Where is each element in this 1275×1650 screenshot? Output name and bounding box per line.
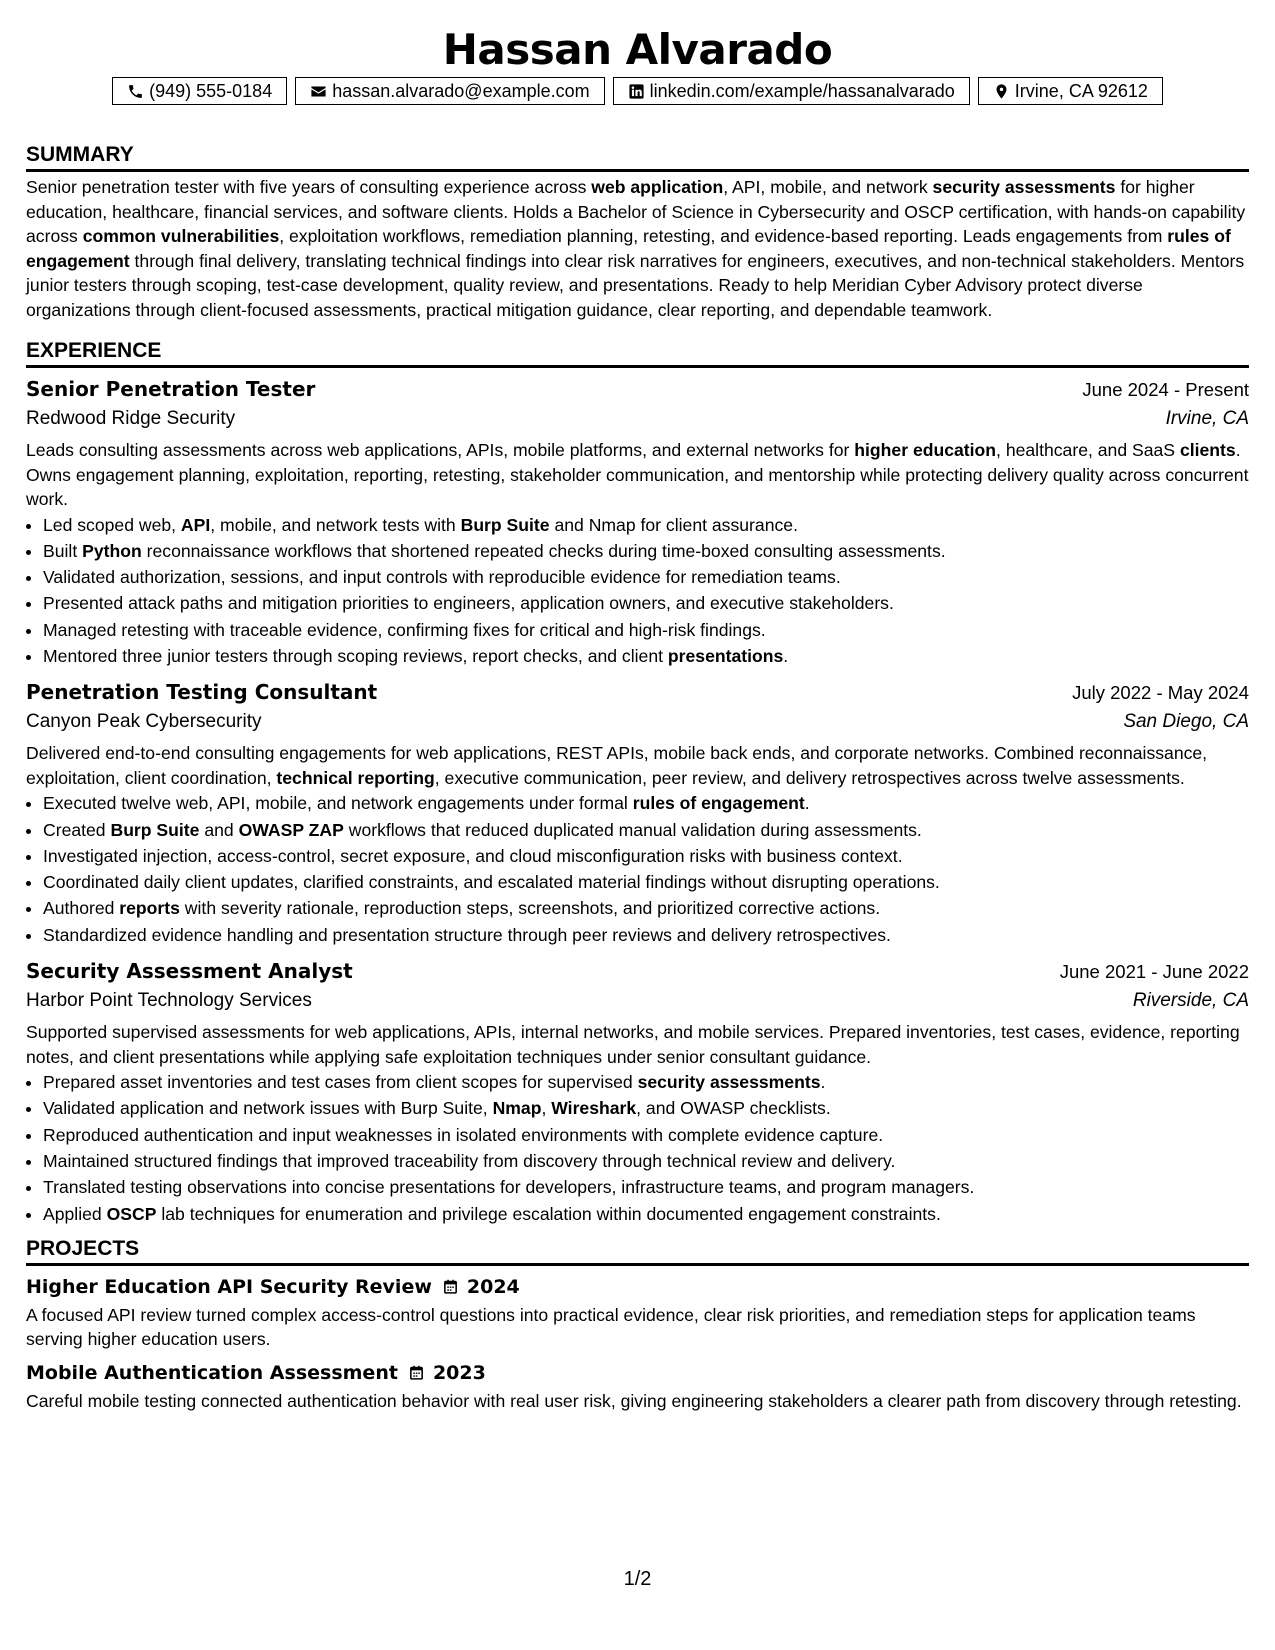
phone-icon [127, 83, 144, 100]
project-year-text: 2023 [432, 1361, 486, 1384]
job-entry [26, 680, 1249, 948]
contact-email[interactable] [295, 77, 604, 105]
location-text: Irvine, CA 92612 [1014, 80, 1148, 101]
contact-phone[interactable] [112, 77, 287, 105]
job-summary: Supported supervised assessments for web applications, APIs, internal networks, and mobile services. Prepared inventories, test cases, evidence, reporting notes, and client presentations while applying safe exploitation techniques under senior consultant guidance. [26, 1022, 1240, 1067]
project-entry [26, 1362, 1249, 1414]
job-summary: Leads consulting assessments across web applications, APIs, mobile platforms, and external networks for higher education, healthcare, and SaaS clients. Owns engagement planning, exploitation, reporting, retesting, stakeholder communication, and mentorship while protecting delivery quality across concurrent work. [26, 440, 1249, 509]
contact-bar [26, 77, 1249, 105]
bullet-item: • Maintained structured findings that improved traceability from discovery through technical review and delivery. [43, 1148, 1249, 1174]
job-dates: June 2021 - June 2022 [1059, 961, 1249, 983]
bullet-item: • Created Burp Suite and OWASP ZAP workflows that reduced duplicated manual validation during assessments. [43, 817, 1249, 843]
job-company: Harbor Point Technology Services [26, 990, 312, 1012]
job-header [26, 959, 1249, 983]
phone-text: (949) 555-0184 [149, 80, 273, 101]
bullet-item: • Investigated injection, access-control, secret exposure, and cloud misconfiguration risks with business context. [43, 843, 1249, 869]
bullet-item: • Built Python reconnaissance workflows that shortened repeated checks during time-boxed consulting assessments. [43, 538, 1249, 564]
bullet-item: • Standardized evidence handling and presentation structure through peer reviews and delivery retrospectives. [43, 922, 1249, 948]
project-list [26, 1276, 1249, 1414]
bullet-item: • Managed retesting with traceable evidence, confirming fixes for critical and high-risk findings. [43, 617, 1249, 643]
job-bullets [26, 512, 1249, 670]
resume-page [26, 0, 1249, 1413]
job-subheader [26, 408, 1249, 430]
email-text: hassan.alvarado@example.com [332, 80, 590, 101]
job-dates: July 2022 - May 2024 [1072, 682, 1249, 704]
project-entry [26, 1276, 1249, 1352]
job-location: Irvine, CA [1165, 408, 1249, 429]
contact-linkedin[interactable] [613, 77, 970, 105]
summary-text: Senior penetration tester with five years of consulting experience across web application, API, mobile, and network security assessments for higher education, healthcare, financial services, and software clients. Holds a Bachelor of Science in Cybersecurity and OSCP certification, with hands-on capability across common vulnerabilities, exploitation workflows, remediation planning, retesting, and evidence-based reporting. Leads engagements from rules of engagement through final delivery, translating technical findings into clear risk narratives for engineers, executives, and non-technical stakeholders. Mentors junior testers through scoping, test-case development, quality review, and presentations. Ready to help Meridian Cyber Advisory protect diverse organizations through client-focused assessments, practical mitigation guidance, clear reporting, and dependable teamwork. [26, 177, 1246, 320]
project-title: Higher Education API Security Review [26, 1275, 432, 1298]
project-header [26, 1362, 1249, 1384]
experience-section [26, 337, 1249, 1227]
job-summary: Delivered end-to-end consulting engagements for web applications, REST APIs, mobile back ends, and corporate networks. Combined reconnaissance, exploitation, client coordination, technical reporting, executive communication, peer review, and delivery retrospectives across twelve assessments. [26, 743, 1208, 788]
bullet-item: • Mentored three junior testers through scoping reviews, report checks, and client presentations. [43, 643, 1249, 669]
job-title: Senior Penetration Tester [26, 377, 316, 401]
job-title: Penetration Testing Consultant [26, 680, 378, 705]
project-year [408, 1362, 486, 1384]
job-location: Riverside, CA [1132, 990, 1249, 1012]
bullet-item: • Prepared asset inventories and test cases from client scopes for supervised security assessments. [43, 1069, 1249, 1095]
bullet-item: • Applied OSCP lab techniques for enumeration and privilege escalation within documented engagement constraints. [43, 1201, 1249, 1227]
linkedin-icon [628, 83, 645, 100]
projects-section [26, 1235, 1249, 1414]
bullet-item: • Coordinated daily client updates, clarified constraints, and escalated material findings without disrupting operations. [43, 869, 1249, 895]
job-bullets [26, 1069, 1249, 1227]
location-pin-icon [993, 83, 1010, 100]
bullet-item: • Executed twelve web, API, mobile, and network engagements under formal rules of engagement. [43, 790, 1249, 816]
job-title: Security Assessment Analyst [26, 959, 353, 984]
job-entry [26, 959, 1249, 1227]
bullet-item: • Translated testing observations into concise presentations for developers, infrastructure teams, and program managers. [43, 1174, 1249, 1200]
contact-location[interactable] [978, 77, 1163, 105]
project-year [442, 1276, 520, 1298]
bullet-item: • Authored reports with severity rationale, reproduction steps, screenshots, and prioritized corrective actions. [43, 895, 1249, 921]
summary-section [26, 141, 1249, 322]
bullet-item: • Presented attack paths and mitigation priorities to engineers, application owners, and executive stakeholders. [43, 590, 1249, 616]
page-number: 1/2 [623, 1568, 652, 1590]
job-location: San Diego, CA [1123, 711, 1249, 733]
job-entry [26, 377, 1249, 669]
job-header [26, 680, 1249, 704]
project-title: Mobile Authentication Assessment [26, 1361, 398, 1384]
envelope-icon [310, 83, 327, 100]
job-company: Canyon Peak Cybersecurity [26, 711, 262, 733]
bullet-item: • Validated application and network issues with Burp Suite, Nmap, Wireshark, and OWASP checklists. [43, 1095, 1249, 1121]
projects-heading: PROJECTS [26, 1235, 1249, 1266]
job-bullets [26, 790, 1249, 948]
candidate-name: Hassan Alvarado [442, 25, 833, 74]
job-subheader [26, 990, 1249, 1012]
project-description: Careful mobile testing connected authentication behavior with real user risk, giving engineering stakeholders a clearer path from discovery through retesting. [26, 1390, 1242, 1411]
job-company: Redwood Ridge Security [26, 408, 236, 429]
calendar-icon [408, 1364, 425, 1381]
calendar-icon [442, 1278, 459, 1295]
project-header [26, 1276, 1249, 1298]
job-list [26, 377, 1249, 1227]
bullet-item: • Led scoped web, API, mobile, and network tests with Burp Suite and Nmap for client assurance. [43, 512, 1249, 538]
experience-heading: EXPERIENCE [26, 337, 1249, 368]
job-dates: June 2024 - Present [1082, 379, 1249, 400]
job-subheader [26, 711, 1249, 733]
job-header [26, 377, 1249, 401]
linkedin-text: linkedin.com/example/hassanalvarado [649, 80, 955, 101]
project-description: A focused API review turned complex access-control questions into practical evidence, clear risk priorities, and remediation steps for application teams serving higher education users. [26, 1304, 1196, 1350]
bullet-item: • Validated authorization, sessions, and input controls with reproducible evidence for remediation teams. [43, 564, 1249, 590]
project-year-text: 2024 [466, 1275, 520, 1298]
bullet-item: • Reproduced authentication and input weaknesses in isolated environments with complete evidence capture. [43, 1122, 1249, 1148]
summary-heading: SUMMARY [26, 141, 1249, 172]
